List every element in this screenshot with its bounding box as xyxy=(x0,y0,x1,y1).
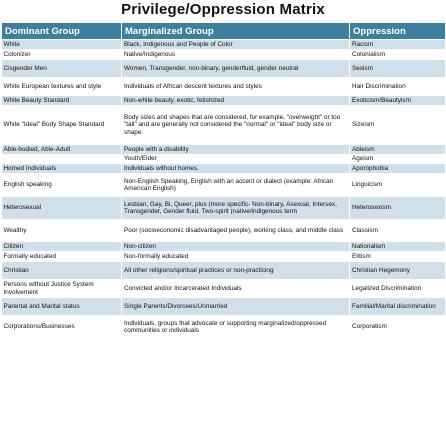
marginalized-cell: Non-citizen xyxy=(122,242,350,252)
oppression-cell: Sexism xyxy=(350,60,446,78)
marginalized-cell: Body sizes and shapes that are considered, for example, "overweight" or too "tall" and are generally not considered the "normal" or "ideal" body size or shape xyxy=(122,106,350,145)
oppression-cell: Corporatism xyxy=(350,316,446,339)
oppression-cell: Heterosexism xyxy=(350,197,446,220)
table-row xyxy=(2,174,446,197)
dominant-cell: Heterosexual xyxy=(2,197,122,220)
marginalized-cell: Individuals, groups that advocate or supporting marginalized/oppressed communities or individuals xyxy=(122,316,350,339)
dominant-cell: Parental and Marital status xyxy=(2,298,122,316)
oppression-cell: Legalized Discrimination xyxy=(350,280,446,298)
dominant-cell: Citizen xyxy=(2,242,122,252)
oppression-cell: Ageism xyxy=(350,155,446,164)
marginalized-cell: All other religions/spiritual practices or non-practicing xyxy=(122,262,350,280)
dominant-cell: Homed Individuals xyxy=(2,164,122,174)
marginalized-cell: Poor (socioeconomic disadvantaged people), working class, and middle class xyxy=(122,220,350,242)
oppression-cell: Exoticism/Beautyism xyxy=(350,96,446,106)
table-row xyxy=(2,50,446,60)
oppression-cell: Hair Discrimination xyxy=(350,78,446,96)
table-row xyxy=(2,96,446,106)
oppression-cell: Aporophobia xyxy=(350,164,446,174)
dominant-cell: Formally educated xyxy=(2,252,122,262)
marginalized-cell: Lesbian, Gay, Bi, Queer, plus (more specific- Non-binary, Asexual, Intersex, Transgender, Gender fluid, Two-spirit (native/indigenous term xyxy=(122,197,350,220)
dominant-cell: English speaking xyxy=(2,174,122,197)
dominant-cell: Christian xyxy=(2,262,122,280)
dominant-cell: Cisgender Men xyxy=(2,60,122,78)
table-row xyxy=(2,164,446,174)
oppression-cell: Elitism xyxy=(350,252,446,262)
oppression-cell: Familial/Marital discrimination xyxy=(350,298,446,316)
marginalized-cell: Non-white beauty, exotic, fetishized xyxy=(122,96,350,106)
oppression-cell: Colonialism xyxy=(350,50,446,60)
table-row xyxy=(2,242,446,252)
table-row xyxy=(2,106,446,145)
dominant-cell: Able-bodied, Able-Adult xyxy=(2,145,122,155)
table-row xyxy=(2,145,446,155)
marginalized-cell: Women, Transgender, non-binary, genderfluid, gender neutral xyxy=(122,60,350,78)
marginalized-cell: Individuals without homes. xyxy=(122,164,350,174)
oppression-cell: Christian Hegemony xyxy=(350,262,446,280)
dominant-cell: White European textures and style xyxy=(2,78,122,96)
table-row xyxy=(2,78,446,96)
header-marginalized: Marginalized Group xyxy=(122,23,350,40)
oppression-cell: Nationalism xyxy=(350,242,446,252)
dominant-cell: Corporations/Businesses xyxy=(2,316,122,339)
table-row xyxy=(2,262,446,280)
matrix-table xyxy=(1,22,446,339)
header-row xyxy=(2,23,446,40)
table-row xyxy=(2,40,446,50)
oppression-cell: Classism xyxy=(350,220,446,242)
table-row xyxy=(2,280,446,298)
table-row xyxy=(2,252,446,262)
table-row xyxy=(2,155,446,164)
dominant-cell: White xyxy=(2,40,122,50)
dominant-cell: Colonizer xyxy=(2,50,122,60)
oppression-cell: Ableism xyxy=(350,145,446,155)
table-row xyxy=(2,60,446,78)
table-row xyxy=(2,197,446,220)
dominant-cell: Persons without Justice System Involvement xyxy=(2,280,122,298)
marginalized-cell: People with a disability xyxy=(122,145,350,155)
marginalized-cell: Non-English Speaking, English with an accent or dialect (example: African American English) xyxy=(122,174,350,197)
dominant-cell: Wealthy xyxy=(2,220,122,242)
matrix-body xyxy=(2,40,446,339)
dominant-cell: White "Ideal" Body Shape Standard xyxy=(2,106,122,145)
dominant-cell xyxy=(2,155,122,164)
table-row xyxy=(2,220,446,242)
marginalized-cell: Convicted and/or Incarcerated Individuals xyxy=(122,280,350,298)
page-title: Privilege/Oppression Matrix xyxy=(121,1,325,18)
marginalized-cell: Single Parents/Divorcees/Unmarried xyxy=(122,298,350,316)
marginalized-cell: Youth/Elder xyxy=(122,155,350,164)
table-row xyxy=(2,298,446,316)
marginalized-cell: Native/Indigenous xyxy=(122,50,350,60)
oppression-cell: Sizeism xyxy=(350,106,446,145)
marginalized-cell: Non-formally educated xyxy=(122,252,350,262)
marginalized-cell: Individuals of African descent textures and styles xyxy=(122,78,350,96)
oppression-cell: Racism xyxy=(350,40,446,50)
marginalized-cell: Black, Indigenous and People of Color xyxy=(122,40,350,50)
dominant-cell: White Beauty Standard xyxy=(2,96,122,106)
oppression-cell: Linguicism xyxy=(350,174,446,197)
header-dominant: Dominant Group xyxy=(2,23,122,40)
table-row xyxy=(2,316,446,339)
header-oppression: Oppression xyxy=(350,23,446,40)
